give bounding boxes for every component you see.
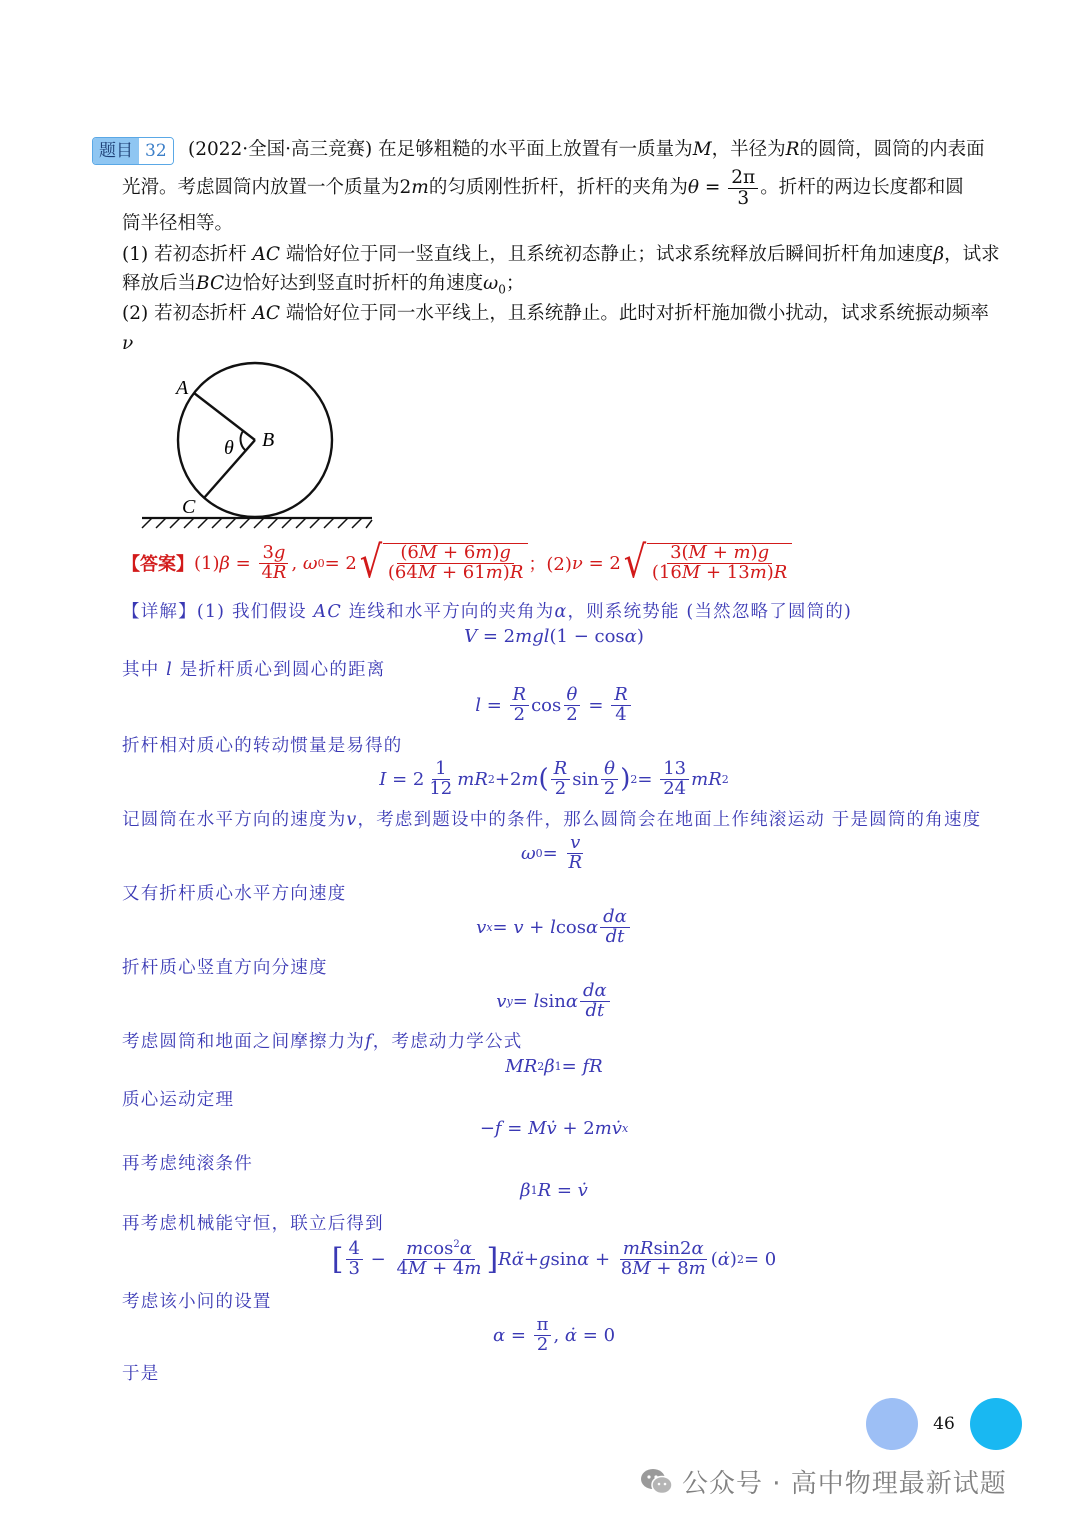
eq-torque: MR 2 β 1 = fR (505, 1056, 603, 1077)
question-tag (92, 137, 174, 165)
footer-watermark (640, 1463, 1007, 1500)
eq-inertia: I = 2 $\frac{1}{12}$ mR 2 +2 m ( $\frac{R}{2}$ sin $\frac{\theta}{2}$ ) 2 = $\frac{13}{24}$ mR 2 (379, 757, 729, 799)
cylinder-diagram (130, 358, 390, 538)
eq-potential: V = 2 mgl (1 − cos α ) (464, 626, 644, 647)
question-tag-label: 题目 (93, 138, 139, 164)
question-source: (2022·全国·高三竞赛) (188, 139, 373, 160)
label-c: C (182, 496, 196, 518)
question-tag-number: 32 (139, 138, 173, 164)
detail-pure-text: 再考虑纯滚条件 (122, 1154, 253, 1174)
eq-pure-roll: β 1 R = v̇ (520, 1180, 588, 1201)
question-part2-line1: (2) 若初态折杆 AC 端恰好位于同一水平线上，且系统静止。此时对折杆施加微小扰动，试求系统振动频率 (122, 303, 989, 324)
angle-arc (241, 431, 245, 450)
question-line-2: 光滑。考虑圆筒内放置一个质量为 2m 的匀质刚性折杆，折杆的夹角为 θ = $\frac{2\pi}{3}$ 。折杆的两边长度都和圆 (122, 167, 964, 209)
eq-omega0: ω 0 = $\frac{v}{R}$ (520, 831, 583, 873)
question-part1-line2: 释放后当BC边恰好达到竖直时折杆的角速度$\omega_0$； (122, 273, 525, 297)
footer-text: 公众号 · 高中物理最新试题 (682, 1469, 1007, 1499)
detail-label: 【详解】 (122, 602, 197, 622)
eq-vy: v y = l sin α $\frac{d\alpha}{dt}$ (0, 978, 1080, 1024)
label-theta: θ (224, 437, 234, 459)
answer-label: 【答案】 (122, 554, 194, 575)
page-number-badge (866, 1398, 1026, 1450)
page-number: 46 (918, 1398, 970, 1450)
page-circle-right (970, 1398, 1022, 1450)
page-circle-left (866, 1398, 918, 1450)
eq-energy: [ $\frac{4}{3}$ − $\frac{mcos^2\alpha}{4M + 4m}$ ] Rα̈ + g sin α + $\frac{mRsin2\alpha}{8M + 8m}$ ( α̇ ) 2 = 0 (331, 1237, 777, 1279)
eq-com: − f = M v̇ + 2 m v̇ x (479, 1118, 629, 1139)
detail-inertia-text: 折杆相对质心的转动惯量是易得的 (122, 736, 403, 756)
label-a: A (176, 377, 189, 399)
detail-friction-text: 考虑圆筒和地面之间摩擦力为f，考虑动力学公式 (122, 1032, 523, 1052)
wechat-icon (640, 1467, 674, 1497)
ground-hatch (142, 518, 372, 528)
eq-vx: v x = v + l cos α $\frac{d\alpha}{dt}$ (0, 904, 1080, 950)
detail-setting-text: 考虑该小问的设置 (122, 1292, 272, 1312)
rod-ba (194, 393, 255, 440)
detail-roll-text: 记圆筒在水平方向的速度为v，考虑到题设中的条件，那么圆筒会在地面上作纯滚运动 于是圆筒的角速度 (122, 810, 982, 830)
eq-setting: α = $\frac{\pi}{2}$ , α̇ = 0 (492, 1313, 616, 1355)
detail-energy-text: 再考虑机械能守恒，联立后得到 (122, 1214, 384, 1234)
detail-then-text: 于是 (122, 1364, 160, 1384)
detail-intro: 【详解】(1) 我们假设 AC 连线和水平方向的夹角为α，则系统势能 (当然忽略了圆筒的) (122, 602, 853, 622)
question-part1-line1: (1) 若初态折杆 AC 端恰好位于同一竖直线上，且系统初态静止；试求系统释放后瞬间折杆角加速度β，试求 (122, 244, 1000, 265)
detail-vy-text: 折杆质心竖直方向分速度 (122, 958, 328, 978)
eq-l: l = $\frac{R}{2}$ cos $\frac{\theta}{2}$ = $\frac{R}{4}$ (0, 682, 1080, 728)
answer-line: 【答案】 (1) β = $\frac{3g}{4R}$ , ω 0 = 2 √ $\frac{(6M + 6m)g}{(64M + 61m)R}$ ；(2) ν = 2 √ $\frac{3(M + m)g}{(16M + 13m)R}$ (122, 534, 792, 592)
question-line-3: 筒半径相等。 (122, 213, 234, 234)
question-part2-nu: ν (122, 333, 134, 354)
detail-vx-text: 又有折杆质心水平方向速度 (122, 884, 347, 904)
detail-l-text: 其中 l 是折杆质心到圆心的距离 (122, 660, 386, 680)
question-line-1: (2022·全国·高三竞赛) 在足够粗糙的水平面上放置有一质量为M，半径为R的圆筒，圆筒的内表面 (188, 139, 985, 160)
label-b: B (262, 429, 275, 451)
detail-com-text: 质心运动定理 (122, 1090, 235, 1110)
